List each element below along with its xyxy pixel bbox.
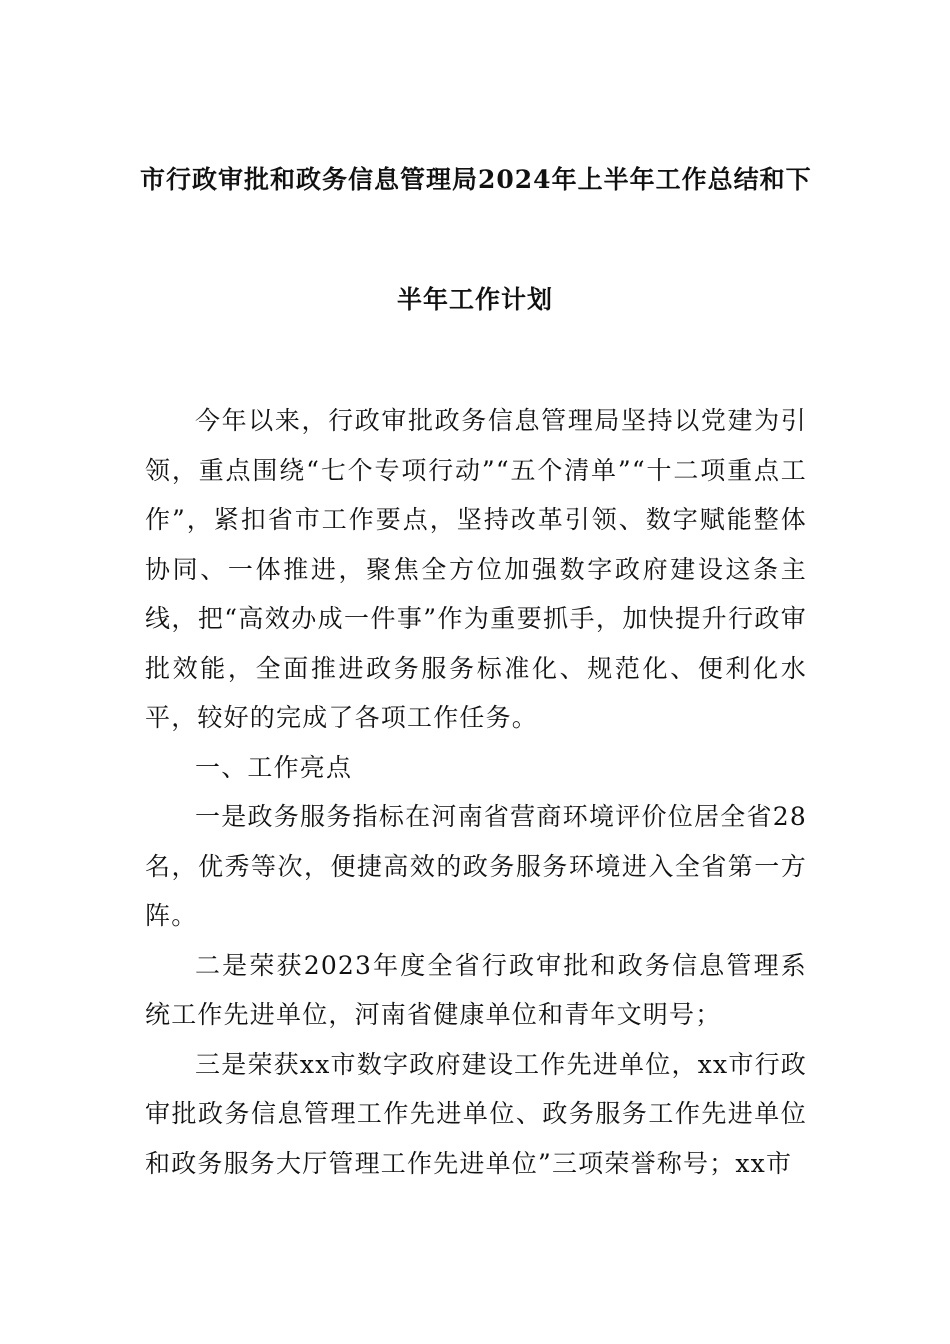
paragraph-intro: 今年以来，行政审批政务信息管理局坚持以党建为引领，重点围绕“七个专项行动”“五个清单”“十二项重点工作”，紧扣省市工作要点，坚持改革引领、数字赋能整体协同、一体推进，聚焦全方位加强数字政府建设这条主线，把“高效办成一件事”作为重要抓手，加快提升行政审批效能，全面推进政务服务标准化、规范化、便利化水平，较好的完成了各项工作任务。 (145, 406, 807, 732)
paragraph-highlight-2: 二是荣获2023年度全省行政审批和政务信息管理系统工作先进单位，河南省健康单位和青年文明号； (145, 950, 807, 1029)
document-title-line-1: 市行政审批和政务信息管理局2024年上半年工作总结和下 (140, 165, 812, 194)
document-body (145, 396, 807, 1188)
document-title-line-2: 半年工作计划 (396, 285, 553, 314)
section-heading-highlights: 一、工作亮点 (195, 752, 353, 782)
paragraph-highlight-1: 一是政务服务指标在河南省营商环境评价位居全省28名，优秀等次，便捷高效的政务服务环境进入全省第一方阵。 (145, 802, 807, 930)
paragraph-highlight-3: 三是荣获xx市数字政府建设工作先进单位，xx市行政审批政务信息管理工作先进单位、政务服务工作先进单位和政务服务大厅管理工作先进单位”三项荣誉称号；xx市 (145, 1049, 807, 1178)
